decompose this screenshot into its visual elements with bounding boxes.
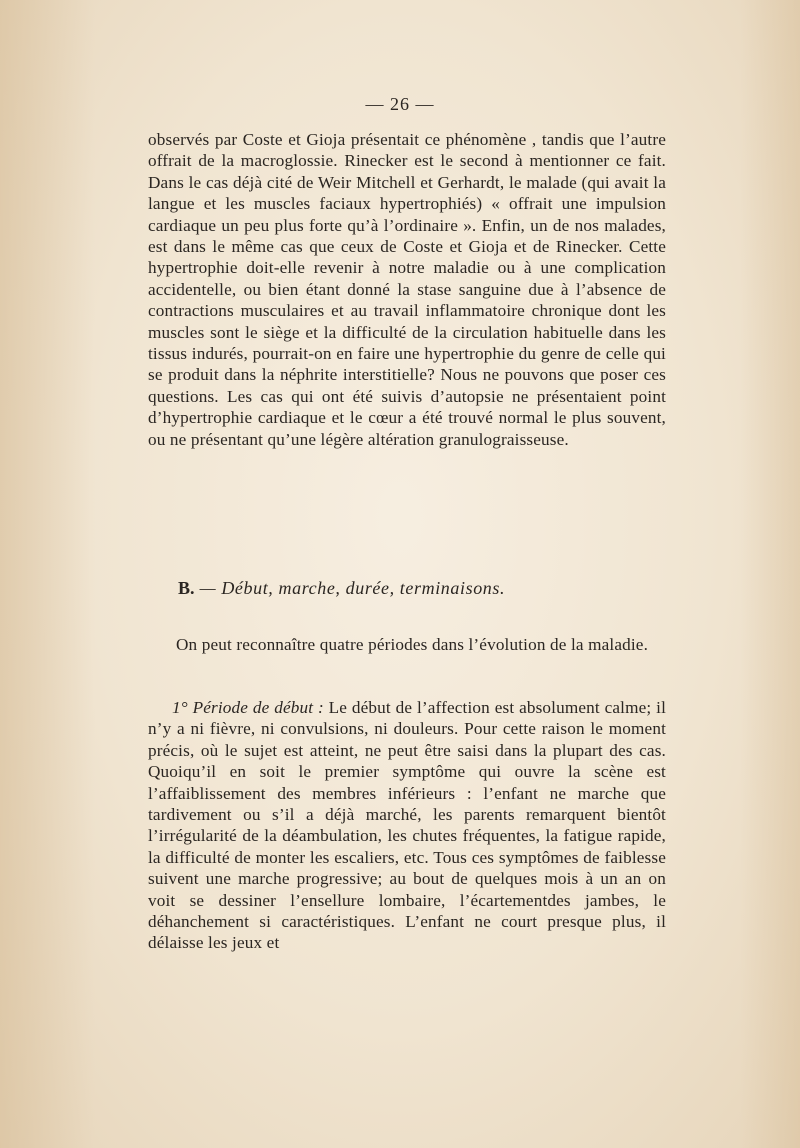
paper-edge-shadow-left [0,0,95,1148]
section-letter: B. [178,578,195,598]
period-body: Le début de l’affection est absolument calme; il n’y a ni fièvre, ni convulsions, ni douleurs. Pour cette raison le moment précis, où le sujet est atteint, ne peut être saisi dans la plupart des cas. Quoiqu’il en soit le premier symptôme qui ouvre la scène est l’affaiblissement des membres inférieurs : l’enfant ne marche que tardivement ou s’il a déjà marché, les parents remarquent bientôt l’irrégularité de la déambulation, les chutes fréquentes, la fatigue rapide, la difficulté de monter les escaliers, etc. Tous ces symptômes de faiblesse suivent une marche progressive; au bout de quelques mois à un an on voit se dessiner l’ensellure lombaire, l’écartementdes jambes, le déhanchement si caractéristiques. L’enfant ne court presque plus, il délaisse les jeux et [148,698,666,953]
paragraph-four-periods: On peut reconnaître quatre périodes dans l’évolution de la maladie. [176,635,649,654]
section-heading [178,578,505,599]
page-number: — 26 — [365,94,435,114]
section-title: — Début, marche, durée, terminaisons. [194,578,506,598]
period-heading: 1° Période de début : [172,698,324,717]
paragraph-cardiac-hypertrophy: observés par Coste et Gioja présentait ce phénomène , tandis que l’autre offrait de la macroglossie. Rinecker est le second à mentionner ce fait. Dans le cas déjà cité de Weir Mitchell et Gerhardt, le malade (qui avait la langue et les muscles faciaux hypertrophiés) « offrait une impulsion cardiaque un peu plus forte qu’à l’ordinaire ». Enfin, un de nos malades, est dans le même cas que ceux de Coste et Gioja et de Rinecker. Cette hypertrophie doit-elle revenir à notre maladie ou à une complication accidentelle, ou bien étant donné la stase sanguine due à l’absence de contractions musculaires et au travail inflammatoire chronique dont les muscles sont le siège et la difficulté de la circulation habituelle dans les tissus indurés, pourrait-on en faire une hypertrophie du genre de celle qui se produit dans la néphrite interstitielle? Nous ne pouvons que poser ces questions. Les cas qui ont été suivis d’autopsie ne présentaient point d’hypertrophie cardiaque et le cœur a été trouvé normal le plus souvent, ou ne présentant qu’une légère altération granulograisseuse. [148,130,666,449]
paragraph-onset-period [148,697,666,954]
paper-edge-shadow-right [740,0,800,1148]
